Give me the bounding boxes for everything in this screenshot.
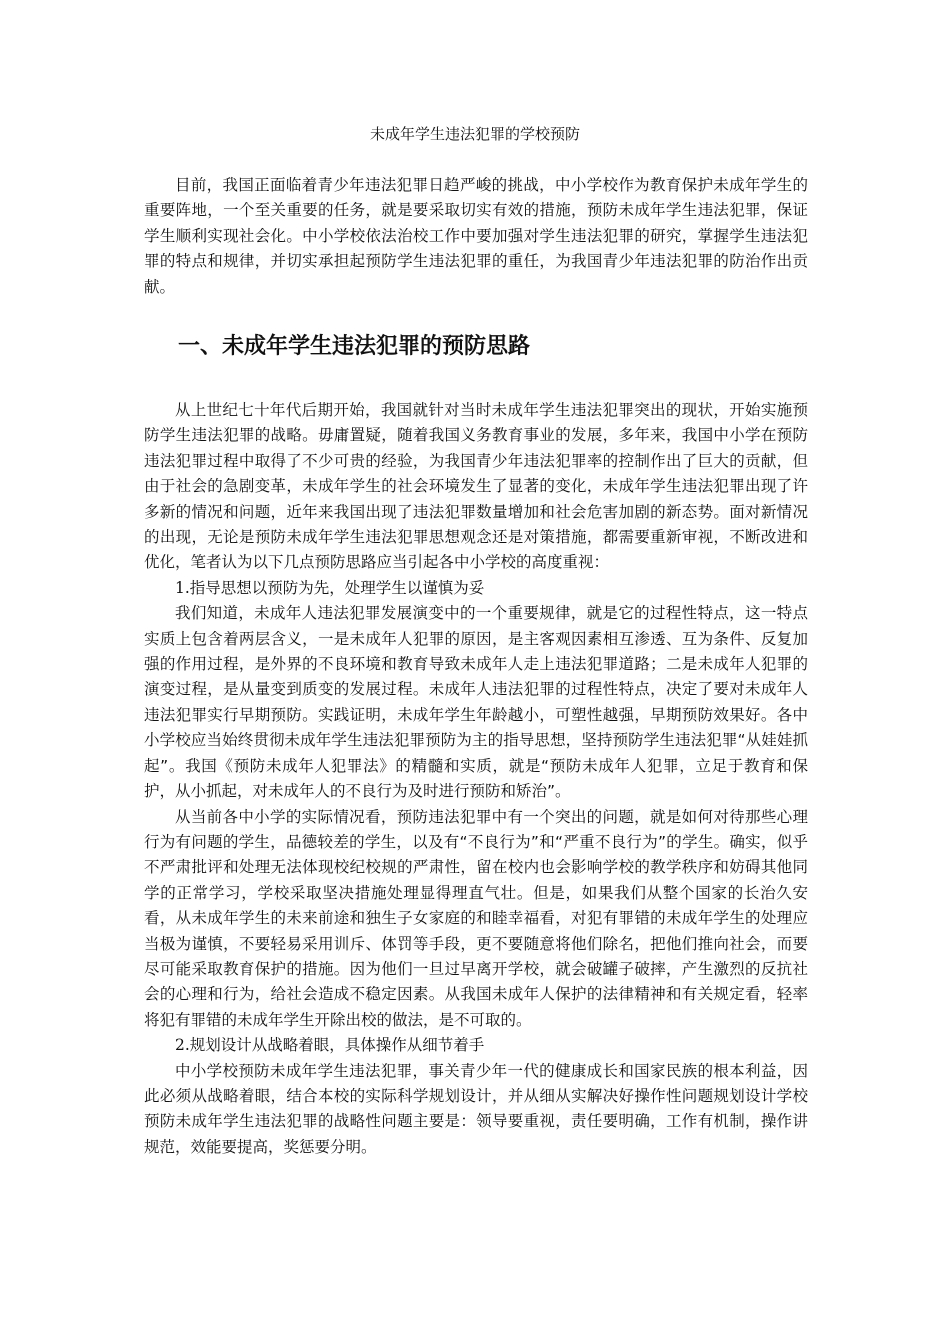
subheading-1: 1.指导思想以预防为先，处理学生以谨慎为妥 bbox=[175, 578, 485, 597]
paragraph-1: 从上世纪七十年代后期开始，我国就针对当时未成年学生违法犯罪突出的现状，开始实施预防学生违法犯罪的战略。毋庸置疑，随着我国义务教育事业的发展，多年来，我国中小学在预防违法犯罪过程中取得了不少可贵的经验，为我国青少年违法犯罪率的控制作出了巨大的贡献，但由于社会的急剧变革，未成年学生的社会环境发生了显著的变化，未成年学生违法犯罪出现了许多新的情况和问题，近年来我国出现了违法犯罪数量增加和社会危害加剧的新态势。面对新情况的出现，无论是预防未成年学生违法犯罪思想观念还是对策措施，都需要重新审视，不断改进和优化，笔者认为以下几点预防思路应当引起各中小学校的高度重视： bbox=[144, 401, 808, 572]
subheading-2: 2.规划设计从战略着眼，具体操作从细节着手 bbox=[175, 1036, 485, 1055]
intro-section bbox=[144, 173, 808, 300]
paragraph-3: 从当前各中小学的实际情况看，预防违法犯罪中有一个突出的问题，就是如何对待那些心理行为有问题的学生，品德较差的学生，以及有“不良行为”和“严重不良行为”的学生。确实，似乎不严肃批评和处理无法体现校纪校规的严肃性，留在校内也会影响学校的教学秩序和妨碍其他同学的正常学习，学校采取坚决措施处理显得理直气壮。但是，如果我们从整个国家的长治久安看，从未成年学生的未来前途和独生子女家庭的和睦幸福看，对犯有罪错的未成年学生的处理应当极为谨慎，不要轻易采用训斥、体罚等手段，更不要随意将他们除名，把他们推向社会，而要尽可能采取教育保护的措施。因为他们一旦过早离开学校，就会破罐子破摔，产生激烈的反抗社会的心理和行为，给社会造成不稳定因素。从我国未成年人保护的法律精神和有关规定看，轻率将犯有罪错的未成年学生开除出校的做法，是不可取的。 bbox=[144, 807, 808, 1029]
intro-paragraph: 目前，我国正面临着青少年违法犯罪日趋严峻的挑战，中小学校作为教育保护未成年学生的重要阵地，一个至关重要的任务，就是要采取切实有效的措施，预防未成年学生违法犯罪，保证学生顺利实现社会化。中小学校依法治校工作中要加强对学生违法犯罪的研究，掌握学生违法犯罪的特点和规律，并切实承担起预防学生违法犯罪的重任，为我国青少年违法犯罪的防治作出贡献。 bbox=[144, 176, 808, 296]
section-body bbox=[144, 398, 808, 1160]
section-heading: 一、未成年学生违法犯罪的预防思路 bbox=[178, 334, 531, 359]
paragraph-2: 我们知道，未成年人违法犯罪发展演变中的一个重要规律，就是它的过程性特点，这一特点实质上包含着两层含义，一是未成年人犯罪的原因，是主客观因素相互渗透、互为条件、反复加强的作用过程，是外界的不良环境和教育导致未成年人走上违法犯罪道路；二是未成年人犯罪的演变过程，是从量变到质变的发展过程。未成年人违法犯罪的过程性特点，决定了要对未成年人违法犯罪实行早期预防。实践证明，未成年学生年龄越小，可塑性越强，早期预防效果好。各中小学校应当始终贯彻未成年学生违法犯罪预防为主的指导思想，坚持预防学生违法犯罪“从娃娃抓起”。我国《预防未成年人犯罪法》的精髓和实质，就是“预防未成年人犯罪，立足于教育和保护，从小抓起，对未成年人的不良行为及时进行预防和矫治”。 bbox=[144, 604, 808, 801]
document-title: 未成年学生违法犯罪的学校预防 bbox=[369, 125, 580, 143]
paragraph-4: 中小学校预防未成年学生违法犯罪，事关青少年一代的健康成长和国家民族的根本利益，因此必须从战略着眼，结合本校的实际科学规划设计，并从细从实解决好操作性问题规划设计学校预防未成年学生违法犯罪的战略性问题主要是：领导要重视，责任要明确，工作有机制，操作讲规范，效能要提高，奖惩要分明。 bbox=[144, 1061, 808, 1156]
